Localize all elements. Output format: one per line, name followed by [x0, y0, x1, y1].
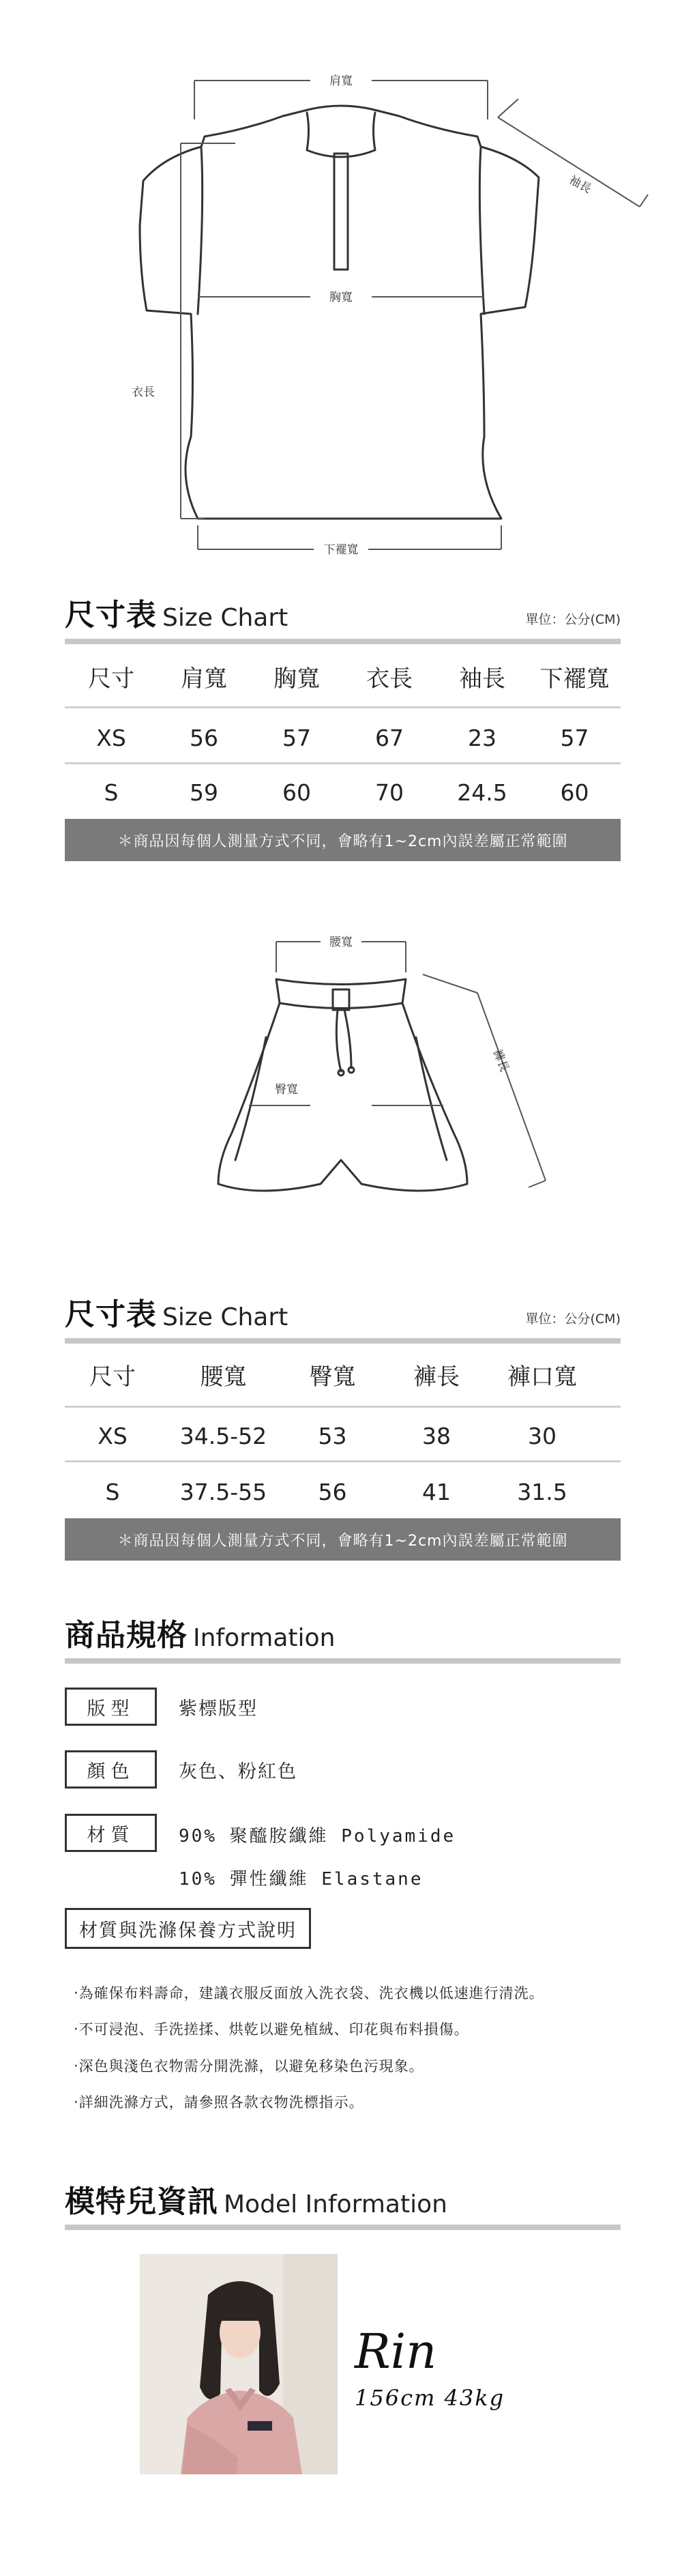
care-line: ‧詳細洗滌方式，請參照各款衣物洗標指示。 — [74, 2094, 364, 2111]
top-chart-subtitle: Size Chart — [162, 604, 288, 632]
table-cell: 41 — [422, 1478, 451, 1505]
hip-label: 臀寬 — [275, 1083, 298, 1097]
spec-fit-value: 紫標版型 — [179, 1698, 258, 1720]
material-line: 10% 彈性纖維 Elastane — [179, 1869, 424, 1890]
table-cell: 56 — [190, 724, 218, 751]
care-line: ‧不可浸泡、手洗搓揉、烘乾以避免植絨、印花與布料損傷。 — [74, 2021, 469, 2038]
top-chart-unit: 單位：公分(CM) — [525, 612, 621, 627]
table-header-cell: 肩寬 — [181, 665, 227, 693]
spec-material-label: 材質 — [65, 1814, 157, 1852]
table-header-cell: 尺寸 — [89, 1363, 136, 1391]
shorts-chart-title: 尺寸表 — [65, 1297, 157, 1332]
shorts-svg — [0, 914, 682, 1269]
top-chart-rule — [65, 639, 621, 644]
top-size-table-body — [65, 713, 621, 762]
table-cell: 60 — [282, 779, 311, 806]
table-header-cell: 衣長 — [366, 665, 413, 693]
spec-fit-label: 版型 — [65, 1688, 157, 1726]
top-size-table-body — [65, 768, 621, 817]
table-cell: 31.5 — [517, 1478, 567, 1505]
table-header-row — [65, 652, 621, 701]
table-header-row — [65, 1350, 621, 1399]
table-cell: 53 — [318, 1422, 347, 1449]
table-row — [65, 1411, 621, 1460]
length-label: 衣長 — [132, 386, 155, 399]
table-cell: 57 — [282, 724, 311, 751]
hem-label: 下襬寬 — [323, 543, 359, 557]
model-rule — [65, 2225, 621, 2230]
table-cell: 59 — [190, 779, 218, 806]
top-chart-title: 尺寸表 — [65, 598, 157, 633]
table-cell: 70 — [375, 779, 404, 806]
info-rule — [65, 1658, 621, 1664]
top-chart-heading — [65, 600, 621, 631]
table-cell: S — [105, 1478, 120, 1505]
top-table-divider — [65, 762, 621, 764]
info-subtitle: Information — [193, 1624, 336, 1652]
info-title: 商品規格 — [65, 1618, 188, 1653]
top-size-table — [65, 652, 621, 701]
table-header-cell: 腰寬 — [200, 1363, 247, 1391]
table-cell: 57 — [560, 724, 589, 751]
table-cell: 37.5-55 — [179, 1478, 267, 1505]
spec-material — [65, 1814, 157, 1852]
table-row — [65, 1467, 621, 1516]
shorts-table-divider — [65, 1460, 621, 1462]
shorts-chart-subtitle: Size Chart — [162, 1303, 288, 1331]
shorts-length-label: 褲長 — [490, 1047, 512, 1074]
table-cell: 67 — [375, 724, 404, 751]
chest-label: 胸寬 — [329, 291, 353, 304]
table-header-cell: 臀寬 — [309, 1363, 356, 1391]
top-chart-notice: ＊商品因每個人測量方式不同，會略有1~2cm內誤差屬正常範圍 — [65, 819, 621, 861]
table-header-cell: 褲長 — [413, 1363, 460, 1391]
care-line: ‧為確保布料壽命，建議衣服反面放入洗衣袋、洗衣機以低速進行清洗。 — [74, 1985, 544, 2001]
shorts-chart-rule — [65, 1338, 621, 1344]
table-header-cell: 褲口寬 — [507, 1363, 577, 1391]
shorts-size-table-body — [65, 1411, 621, 1460]
table-cell: 60 — [560, 779, 589, 806]
care-line: ‧深色與淺色衣物需分開洗滌，以避免移染色污現象。 — [74, 2058, 424, 2074]
table-cell: 24.5 — [457, 779, 507, 806]
table-cell: 56 — [318, 1478, 347, 1505]
table-cell: S — [104, 779, 119, 806]
shorts-size-table — [65, 1350, 621, 1399]
spec-fit — [65, 1688, 258, 1726]
table-cell: 34.5-52 — [179, 1422, 267, 1449]
shorts-chart-unit: 單位：公分(CM) — [525, 1312, 621, 1327]
table-header-cell: 胸寬 — [273, 665, 320, 693]
table-cell: XS — [98, 1422, 128, 1449]
table-cell: 38 — [422, 1422, 451, 1449]
shorts-size-table-body — [65, 1467, 621, 1516]
shorts-chart-heading — [65, 1297, 621, 1332]
spec-color — [65, 1750, 297, 1789]
waist-label: 腰寬 — [329, 936, 353, 949]
table-header-cell: 袖長 — [459, 665, 505, 693]
table-cell: 30 — [528, 1422, 557, 1449]
model-heading — [65, 2184, 621, 2219]
material-line: 90% 聚醯胺纖維 Polyamide — [179, 1826, 456, 1847]
model-photo — [140, 2254, 338, 2474]
table-row — [65, 713, 621, 762]
model-name: Rin — [355, 2324, 437, 2379]
table-cell: 23 — [468, 724, 496, 751]
model-photo-illustration — [140, 2254, 338, 2474]
shorts-diagram — [0, 914, 682, 1269]
table-header-cell: 尺寸 — [88, 665, 134, 693]
spec-color-value: 灰色、粉紅色 — [179, 1761, 297, 1782]
top-shirt-svg — [0, 0, 682, 573]
info-heading — [65, 1618, 621, 1653]
shoulder-label: 肩寬 — [329, 74, 353, 88]
top-diagram — [0, 0, 682, 573]
model-subtitle: Model Information — [224, 2190, 447, 2218]
shorts-chart-notice: ＊商品因每個人測量方式不同，會略有1~2cm內誤差屬正常範圍 — [65, 1518, 621, 1561]
top-table-divider — [65, 706, 621, 708]
model-title: 模特兒資訊 — [65, 2184, 218, 2219]
care-title-box: 材質與洗滌保養方式說明 — [65, 1908, 311, 1949]
table-cell: XS — [96, 724, 126, 751]
table-header-cell: 下襬寬 — [539, 665, 610, 693]
table-row — [65, 768, 621, 817]
spec-color-label: 顏色 — [65, 1750, 157, 1789]
sleeve-label: 袖長 — [566, 173, 594, 197]
shorts-table-divider — [65, 1406, 621, 1408]
model-stats: 156cm 43kg — [355, 2385, 505, 2411]
